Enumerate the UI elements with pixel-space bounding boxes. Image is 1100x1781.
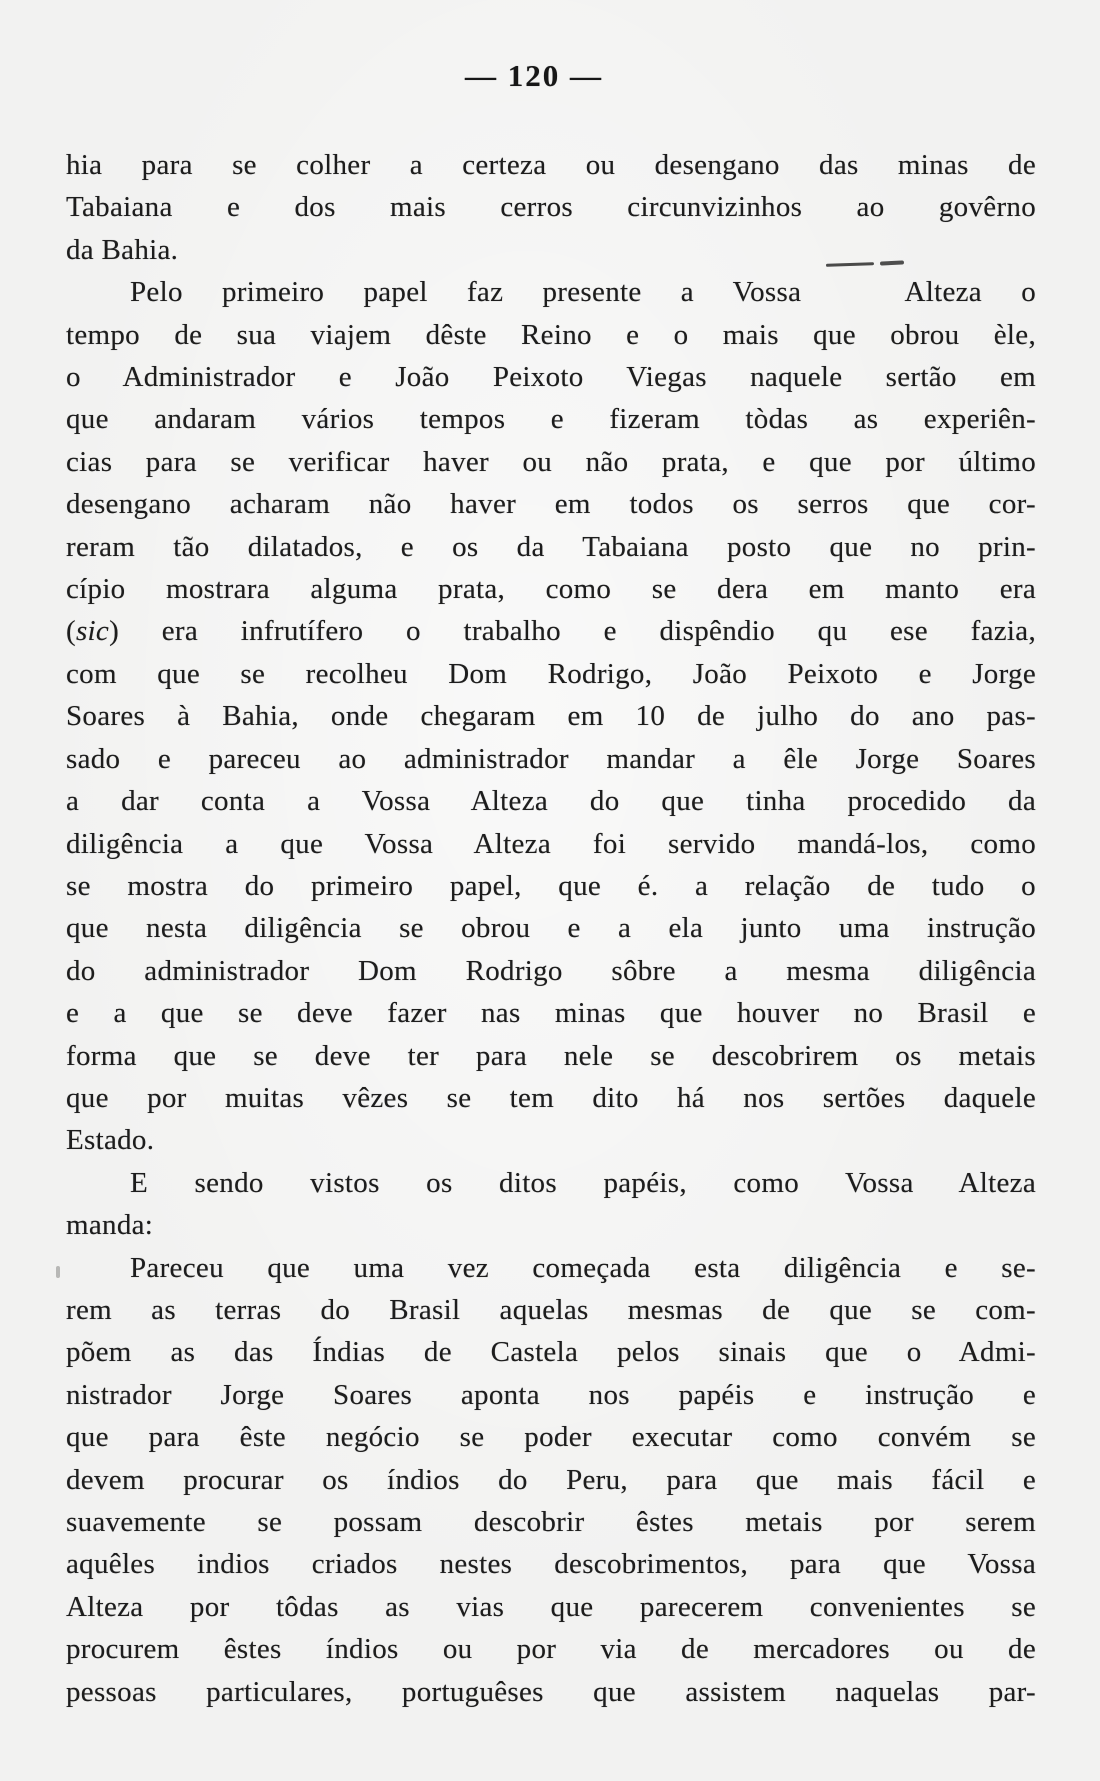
text-line: a dar conta a Vossa Alteza do que tinha procedido da bbox=[66, 785, 1036, 818]
text-line: rem as terras do Brasil aquelas mesmas de que se com- bbox=[66, 1293, 1036, 1326]
text-line: Pareceu que uma vez começada esta diligência e se- bbox=[130, 1251, 1036, 1284]
text-line: (sic) era infrutífero o trabalho e dispêndio qu ese fazia, bbox=[66, 615, 1036, 648]
text-line: manda: bbox=[66, 1209, 154, 1242]
text-line: o Administrador e João Peixoto Viegas naquele sertão em bbox=[66, 361, 1036, 394]
text-line: e a que se deve fazer nas minas que houver no Brasil e bbox=[66, 997, 1036, 1030]
text-line: reram tão dilatados, e os da Tabaiana posto que no prin- bbox=[66, 530, 1036, 563]
text-line: devem procurar os índios do Peru, para que mais fácil e bbox=[66, 1463, 1036, 1496]
page-number: — 120 — bbox=[465, 58, 603, 93]
text-line: que nesta diligência se obrou e a ela junto uma instrução bbox=[66, 912, 1036, 945]
text-line: diligência a que Vossa Alteza foi servido mandá-los, como bbox=[66, 827, 1036, 860]
text-line: que para êste negócio se poder executar como convém se bbox=[66, 1421, 1036, 1454]
text-line: cias para se verificar haver ou não prata, e que por último bbox=[66, 445, 1036, 478]
text-line: nistrador Jorge Soares aponta nos papéis e instrução e bbox=[66, 1378, 1036, 1411]
text-line: da Bahia. bbox=[66, 233, 179, 266]
text-line: que andaram vários tempos e fizeram tòdas as experiên- bbox=[66, 403, 1036, 436]
text-line: E sendo vistos os ditos papéis, como Vossa Alteza bbox=[130, 1166, 1036, 1199]
text-line: Estado. bbox=[66, 1124, 155, 1157]
text-line: sado e pareceu ao administrador mandar a êle Jorge Soares bbox=[66, 742, 1036, 775]
text-line: Pelo primeiro papel faz presente a Vossa Alteza o bbox=[66, 271, 1036, 313]
text-line: que por muitas vêzes se tem dito há nos sertões daquele bbox=[66, 1081, 1036, 1114]
text-line: desengano acharam não haver em todos os serros que cor- bbox=[66, 488, 1036, 521]
text-line: forma que se deve ter para nele se descobrirem os metais bbox=[66, 1039, 1036, 1072]
text-line: cípio mostrara alguma prata, como se dera em manto era bbox=[66, 573, 1036, 606]
text-line: tempo de sua viajem dêste Reino e o mais que obrou èle, bbox=[66, 318, 1036, 351]
text-line: com que se recolheu Dom Rodrigo, João Peixoto e Jorge bbox=[66, 657, 1036, 690]
body-text bbox=[66, 144, 1036, 1713]
ink-speck-artifact bbox=[56, 1266, 60, 1278]
text-line: hia para se colher a certeza ou desengano das minas de bbox=[66, 149, 1036, 181]
text-line: Alteza por tôdas as vias que parecerem convenientes se bbox=[66, 1590, 1036, 1623]
text-line: aquêles indios criados nestes descobrimentos, para que Vossa bbox=[66, 1548, 1036, 1581]
text-line: procurem êstes índios ou por via de mercadores ou de bbox=[66, 1633, 1036, 1666]
text-line: do administrador Dom Rodrigo sôbre a mesma diligência bbox=[66, 954, 1036, 987]
text-line: Soares à Bahia, onde chegaram em 10 de julho do ano pas- bbox=[66, 700, 1036, 733]
text-line: põem as das Índias de Castela pelos sinais que o Admi- bbox=[66, 1336, 1036, 1369]
text-line: suavemente se possam descobrir êstes metais por serem bbox=[66, 1506, 1036, 1538]
text-line: pessoas particulares, portuguêses que assistem naquelas par- bbox=[66, 1675, 1036, 1708]
text-line: se mostra do primeiro papel, que é. a relação de tudo o bbox=[66, 869, 1036, 902]
text-line: Tabaiana e dos mais cerros circunvizinhos ao govêrno bbox=[66, 191, 1036, 224]
ink-artifact-overline: Alteza bbox=[840, 271, 981, 313]
